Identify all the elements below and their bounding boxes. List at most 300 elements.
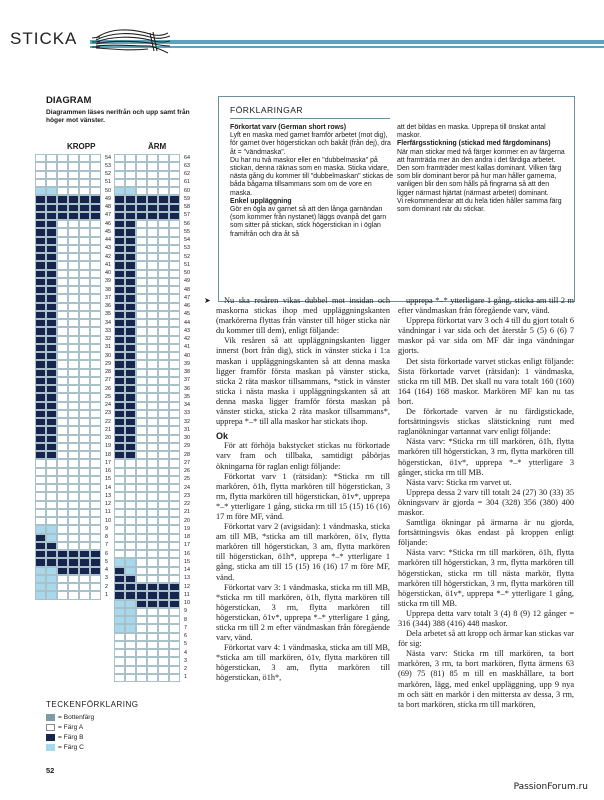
chart-cell <box>147 517 158 525</box>
row-number: 37 <box>105 294 111 301</box>
row-number: 44 <box>105 237 111 243</box>
chart-cell <box>68 476 79 484</box>
chart-cell <box>46 294 57 302</box>
chart-cell <box>136 600 147 608</box>
row-number: 28 <box>184 451 190 458</box>
chart-cell <box>79 484 90 492</box>
chart-cell <box>147 418 158 426</box>
row-number: 26 <box>105 385 111 392</box>
chart-cell <box>79 212 90 220</box>
chart-cell <box>79 402 90 410</box>
chart-cell <box>68 451 79 459</box>
chart-cell <box>125 459 136 467</box>
chart-cell <box>114 550 125 558</box>
chart-cell <box>35 327 46 335</box>
chart-cell <box>57 171 68 179</box>
chart-cell <box>169 245 180 253</box>
chart-cell <box>57 220 68 228</box>
row-number: 39 <box>184 360 190 367</box>
chart-cell <box>147 600 158 608</box>
chart-cell <box>136 336 147 344</box>
chart-cell <box>79 583 90 591</box>
chart-cell <box>114 261 125 269</box>
chart-cell <box>147 666 158 674</box>
chart-cell <box>35 459 46 467</box>
chart-cell <box>46 319 57 327</box>
chart-cell <box>90 377 101 385</box>
chart-cell <box>114 154 125 162</box>
chart-cell <box>125 633 136 641</box>
legend-swatch <box>46 734 55 741</box>
chart-cell <box>158 327 169 335</box>
chart-cell <box>68 154 79 162</box>
chart-cell <box>147 591 158 599</box>
chart-cell <box>35 237 46 245</box>
chart-cell <box>35 360 46 368</box>
chart-cell <box>79 360 90 368</box>
chart-cell <box>169 608 180 616</box>
chart-cell <box>35 435 46 443</box>
row-number: 48 <box>184 286 190 293</box>
chart-cell <box>114 385 125 393</box>
chart-cell <box>147 228 158 236</box>
row-number: 16 <box>184 550 190 557</box>
paragraph: Dela arbetet så att kropp och ärmar kan stickas var för sig: <box>398 629 574 649</box>
paragraph: För att förhöja bakstycket stickas nu förkortade varv fram och tillbaka, samtidigt påbörjas ökningarna för raglan enligt följande: <box>216 441 390 471</box>
row-number: 12 <box>105 501 111 507</box>
chart-cell <box>114 534 125 542</box>
chart-cell <box>90 542 101 550</box>
chart-cell <box>158 220 169 228</box>
chart-cell <box>57 591 68 599</box>
chart-cell <box>79 319 90 327</box>
chart-cell <box>158 600 169 608</box>
chart-cell <box>158 352 169 360</box>
chart-cell <box>68 237 79 245</box>
chart-cell <box>125 369 136 377</box>
chart-cell <box>125 410 136 418</box>
chart-cell <box>158 468 169 476</box>
paragraph: Upprepa förkortat varv 3 och 4 till du gjort totalt 6 vändningar i var sida och det återstår 5 (5) 6 (6) 7 maskor på var sida om MF där inga vändningar gjorts. <box>398 316 574 356</box>
chart-cell <box>46 542 57 550</box>
chart-cell <box>158 253 169 261</box>
chart-cell <box>136 476 147 484</box>
row-number: 29 <box>184 443 190 450</box>
row-number: 44 <box>184 319 190 326</box>
chart-cell <box>169 311 180 319</box>
chart-cell <box>136 212 147 220</box>
chart-cell <box>46 591 57 599</box>
chart-cell <box>158 402 169 410</box>
chart-cell <box>125 641 136 649</box>
chart-cell <box>68 303 79 311</box>
row-number: 58 <box>184 204 190 210</box>
chart-cell <box>57 286 68 294</box>
row-number: 26 <box>184 468 190 474</box>
chart-cell <box>169 649 180 657</box>
chart-cell <box>68 179 79 187</box>
paragraph: När man stickar med två färger kommer en av färgerna att framträda mer än den andra i det färdiga arbetet. Den som framträder mest kallas dominant. Vilken färg som blir dominant beror på hur man håller garnerna, vanligen blir den som hålls på fingrarna så att den ligger närmast hjärtat (närmast arbetet) dominant. <box>397 148 565 197</box>
chart-cell <box>136 393 147 401</box>
chart-cell <box>114 517 125 525</box>
chart-cell <box>114 591 125 599</box>
chart-cell <box>169 459 180 467</box>
chart-cell <box>147 468 158 476</box>
row-number: 48 <box>105 204 111 210</box>
page-number: 52 <box>46 766 55 775</box>
row-number: 3 <box>105 575 108 582</box>
chart-cell <box>158 492 169 500</box>
chart-cell <box>68 435 79 443</box>
chart-cell <box>158 567 169 575</box>
chart-cell <box>68 484 79 492</box>
chart-cell <box>147 393 158 401</box>
chart-cell <box>136 204 147 212</box>
chart-cell <box>46 237 57 245</box>
row-number: 51 <box>184 261 190 268</box>
chart-cell <box>169 674 180 682</box>
chart-cell <box>46 451 57 459</box>
chart-cell <box>136 509 147 517</box>
chart-cell <box>136 435 147 443</box>
chart-cell <box>68 393 79 401</box>
chart-cell <box>35 179 46 187</box>
chart-cell <box>114 410 125 418</box>
chart-cell <box>158 435 169 443</box>
chart-cell <box>79 468 90 476</box>
chart-cell <box>79 286 90 294</box>
chart-cell <box>136 583 147 591</box>
chart-cell <box>169 525 180 533</box>
row-number: 64 <box>184 154 190 161</box>
chart-cell <box>46 344 57 352</box>
chart-cell <box>68 443 79 451</box>
chart-cell <box>136 591 147 599</box>
chart-cell <box>158 476 169 484</box>
paragraph: Nästa varv: Sticka rm varvet ut. <box>406 477 512 487</box>
chart-cell <box>158 591 169 599</box>
legend-item-bottenfarg <box>46 713 94 722</box>
paragraph: Vi rekommenderar att du hela tiden håller samma färg som dominant när du stickar. <box>397 197 562 214</box>
chart-cell <box>114 476 125 484</box>
chart-cell <box>147 352 158 360</box>
chart-cell <box>68 278 79 286</box>
chart-cell <box>158 666 169 674</box>
chart-cell <box>46 303 57 311</box>
chart-cell <box>114 402 125 410</box>
chart-cell <box>136 179 147 187</box>
chart-cell <box>90 426 101 434</box>
chart-cell <box>136 311 147 319</box>
row-number: 28 <box>105 369 111 375</box>
chart-cell <box>90 253 101 261</box>
chart-cell <box>57 575 68 583</box>
chart-cell <box>136 344 147 352</box>
chart-cell <box>125 154 136 162</box>
chart-cell <box>158 501 169 509</box>
chart-cell <box>46 352 57 360</box>
row-number: 63 <box>184 162 190 169</box>
chart-cell <box>158 674 169 682</box>
chart-cell <box>147 459 158 467</box>
chart-cell <box>79 220 90 228</box>
chart-cell <box>158 649 169 657</box>
chart-cell <box>46 171 57 179</box>
chart-cell <box>136 360 147 368</box>
chart-cell <box>68 319 79 327</box>
chart-cell <box>57 360 68 368</box>
chart-cell <box>90 393 101 401</box>
chart-cell <box>68 220 79 228</box>
row-number: 32 <box>105 336 111 342</box>
chart-cell <box>79 558 90 566</box>
row-number: 9 <box>184 608 187 615</box>
chart-cell <box>125 558 136 566</box>
chart-cell <box>79 195 90 203</box>
chart-cell <box>35 253 46 261</box>
chart-cell <box>169 418 180 426</box>
chart-cell <box>35 509 46 517</box>
chart-cell <box>169 484 180 492</box>
chart-cell <box>68 286 79 294</box>
chart-cell <box>90 154 101 162</box>
chart-cell <box>158 583 169 591</box>
chart-cell <box>125 451 136 459</box>
row-number: 16 <box>105 468 111 474</box>
chart-cell <box>125 542 136 550</box>
chart-cell <box>79 476 90 484</box>
chart-cell <box>114 212 125 220</box>
chart-cell <box>169 220 180 228</box>
chart-cell <box>158 385 169 393</box>
chart-cell <box>125 179 136 187</box>
chart-cell <box>79 451 90 459</box>
chart-cell <box>136 550 147 558</box>
chart-cell <box>169 352 180 360</box>
row-number: 23 <box>184 492 190 499</box>
chart-cell <box>136 567 147 575</box>
chart-cell <box>90 575 101 583</box>
arrow-marker-icon: ➤ <box>204 296 211 305</box>
chart-cell <box>158 558 169 566</box>
paragraph: Nu ska resåren vikas dubbel mot insidan och maskorna stickas ihop med uppläggningskanten (markörerna flyttas från vänster till höger sticka när du kommer till dem), enligt följande: <box>216 296 390 336</box>
row-number: 41 <box>105 261 111 268</box>
chart-cell <box>114 435 125 443</box>
row-number: 2 <box>105 583 108 590</box>
chart-cell <box>35 468 46 476</box>
row-number: 25 <box>105 393 111 400</box>
chart-cell <box>57 484 68 492</box>
chart-cell <box>35 311 46 319</box>
chart-cell <box>57 237 68 245</box>
row-number: 61 <box>184 179 190 186</box>
row-number: 29 <box>105 360 111 367</box>
chart-cell <box>46 220 57 228</box>
chart-cell <box>136 575 147 583</box>
chart-cell <box>35 402 46 410</box>
chart-cell <box>169 187 180 195</box>
chart-cell <box>57 583 68 591</box>
chart-cell <box>46 476 57 484</box>
chart-cell <box>90 451 101 459</box>
chart-cell <box>90 360 101 368</box>
chart-cell <box>90 261 101 269</box>
row-number: 36 <box>105 303 111 309</box>
chart-cell <box>90 270 101 278</box>
chart-cell <box>169 171 180 179</box>
chart-cell <box>158 633 169 641</box>
chart-cell <box>79 204 90 212</box>
legend-swatch <box>46 724 55 731</box>
chart-cell <box>90 187 101 195</box>
chart-cell <box>79 352 90 360</box>
chart-cell <box>147 509 158 517</box>
chart-cell <box>114 352 125 360</box>
paragraph: Upprepa detta varv totalt 3 (4) 8 (9) 12 gånger = 316 (344) 388 (416) 448 maskor. <box>398 608 574 628</box>
explanations-left-column <box>230 124 395 239</box>
chart-cell <box>114 237 125 245</box>
chart-cell <box>35 393 46 401</box>
chart-cell <box>147 171 158 179</box>
chart-cell <box>35 245 46 253</box>
row-number: 2 <box>184 666 187 672</box>
chart-cell <box>169 451 180 459</box>
chart-cell <box>57 369 68 377</box>
chart-cell <box>57 492 68 500</box>
row-number: 3 <box>184 657 187 664</box>
chart-cell <box>68 162 79 170</box>
chart-cell <box>90 278 101 286</box>
row-number: 46 <box>184 303 190 309</box>
chart-cell <box>35 336 46 344</box>
chart-cell <box>46 204 57 212</box>
chart-cell <box>125 286 136 294</box>
chart-cell <box>79 344 90 352</box>
chart-cell <box>114 468 125 476</box>
chart-cell <box>114 162 125 170</box>
chart-cell <box>79 327 90 335</box>
chart-cell <box>125 492 136 500</box>
chart-cell <box>114 228 125 236</box>
chart-cell <box>35 534 46 542</box>
row-number: 9 <box>105 525 108 532</box>
chart-cell <box>79 336 90 344</box>
chart-cell <box>147 385 158 393</box>
chart-cell <box>136 303 147 311</box>
chart-cell <box>125 204 136 212</box>
chart-cell <box>147 567 158 575</box>
row-number: 45 <box>184 311 190 318</box>
chart-cell <box>125 385 136 393</box>
chart-cell <box>90 591 101 599</box>
chart-cell <box>125 550 136 558</box>
chart-cell <box>136 657 147 665</box>
chart-cell <box>125 600 136 608</box>
chart-cell <box>147 204 158 212</box>
chart-cell <box>114 253 125 261</box>
row-number: 35 <box>105 311 111 318</box>
chart-cell <box>90 385 101 393</box>
chart-cell <box>68 517 79 525</box>
paragraph: Upprepa dessa 2 varv till totalt 24 (27) 30 (33) 35 ökningsvarv är gjorda = 304 (328) 356 (380) 400 maskor. <box>398 487 574 517</box>
row-number: 52 <box>184 253 190 260</box>
paragraph: Förkortat varv 4: 1 vändmaska, sticka am till MB, *sticka am till markören, ö1v, flytta markören till högerstickan, 3 am, flytta markören till högerstickan, ö1h*, <box>216 643 390 683</box>
chart-cell <box>46 575 57 583</box>
chart-cell <box>158 459 169 467</box>
chart-cell <box>169 179 180 187</box>
chart-cell <box>125 468 136 476</box>
row-number: 23 <box>105 410 111 417</box>
chart-cell <box>90 443 101 451</box>
chart-cell <box>169 666 180 674</box>
row-number: 7 <box>105 542 108 549</box>
chart-cell <box>158 443 169 451</box>
subheading: Enkel uppläggning <box>230 197 292 205</box>
chart-cell <box>57 501 68 509</box>
row-number: 56 <box>184 220 190 227</box>
chart-cell <box>125 245 136 253</box>
chart-cell <box>114 344 125 352</box>
legend-label: = Färg C <box>58 744 84 751</box>
chart-cell <box>35 162 46 170</box>
chart-cell <box>79 426 90 434</box>
chart-cell <box>169 204 180 212</box>
chart-cell <box>79 501 90 509</box>
chart-cell <box>114 509 125 517</box>
chart-cell <box>136 327 147 335</box>
row-number: 13 <box>184 575 190 582</box>
chart-cell <box>158 360 169 368</box>
row-number: 19 <box>184 525 190 532</box>
chart-cell <box>125 666 136 674</box>
chart-cell <box>125 220 136 228</box>
row-number: 4 <box>105 567 108 573</box>
chart-cell <box>35 501 46 509</box>
chart-cell <box>114 558 125 566</box>
chart-cell <box>147 608 158 616</box>
chart-cell <box>147 641 158 649</box>
chart-cell <box>57 294 68 302</box>
row-number: 33 <box>105 327 111 334</box>
chart-cell <box>114 484 125 492</box>
chart-cell <box>114 204 125 212</box>
row-number: 35 <box>184 393 190 400</box>
chart-cell <box>57 278 68 286</box>
row-number: 14 <box>105 484 111 491</box>
chart-cell <box>114 336 125 344</box>
chart-cell <box>90 171 101 179</box>
chart-cell <box>158 303 169 311</box>
chart-cell <box>46 426 57 434</box>
chart-cell <box>35 220 46 228</box>
chart-cell <box>147 451 158 459</box>
chart-cell <box>136 542 147 550</box>
chart-cell <box>158 426 169 434</box>
chart-cell <box>35 294 46 302</box>
row-number: 37 <box>184 377 190 384</box>
chart-cell <box>147 187 158 195</box>
chart-cell <box>46 443 57 451</box>
chart-cell <box>114 443 125 451</box>
chart-cell <box>147 575 158 583</box>
chart-cell <box>46 558 57 566</box>
chart-cell <box>35 542 46 550</box>
row-number: 33 <box>184 410 190 417</box>
chart-cell <box>169 443 180 451</box>
legend-item-farg-b <box>46 733 83 742</box>
chart-cell <box>136 649 147 657</box>
chart-cell <box>136 525 147 533</box>
